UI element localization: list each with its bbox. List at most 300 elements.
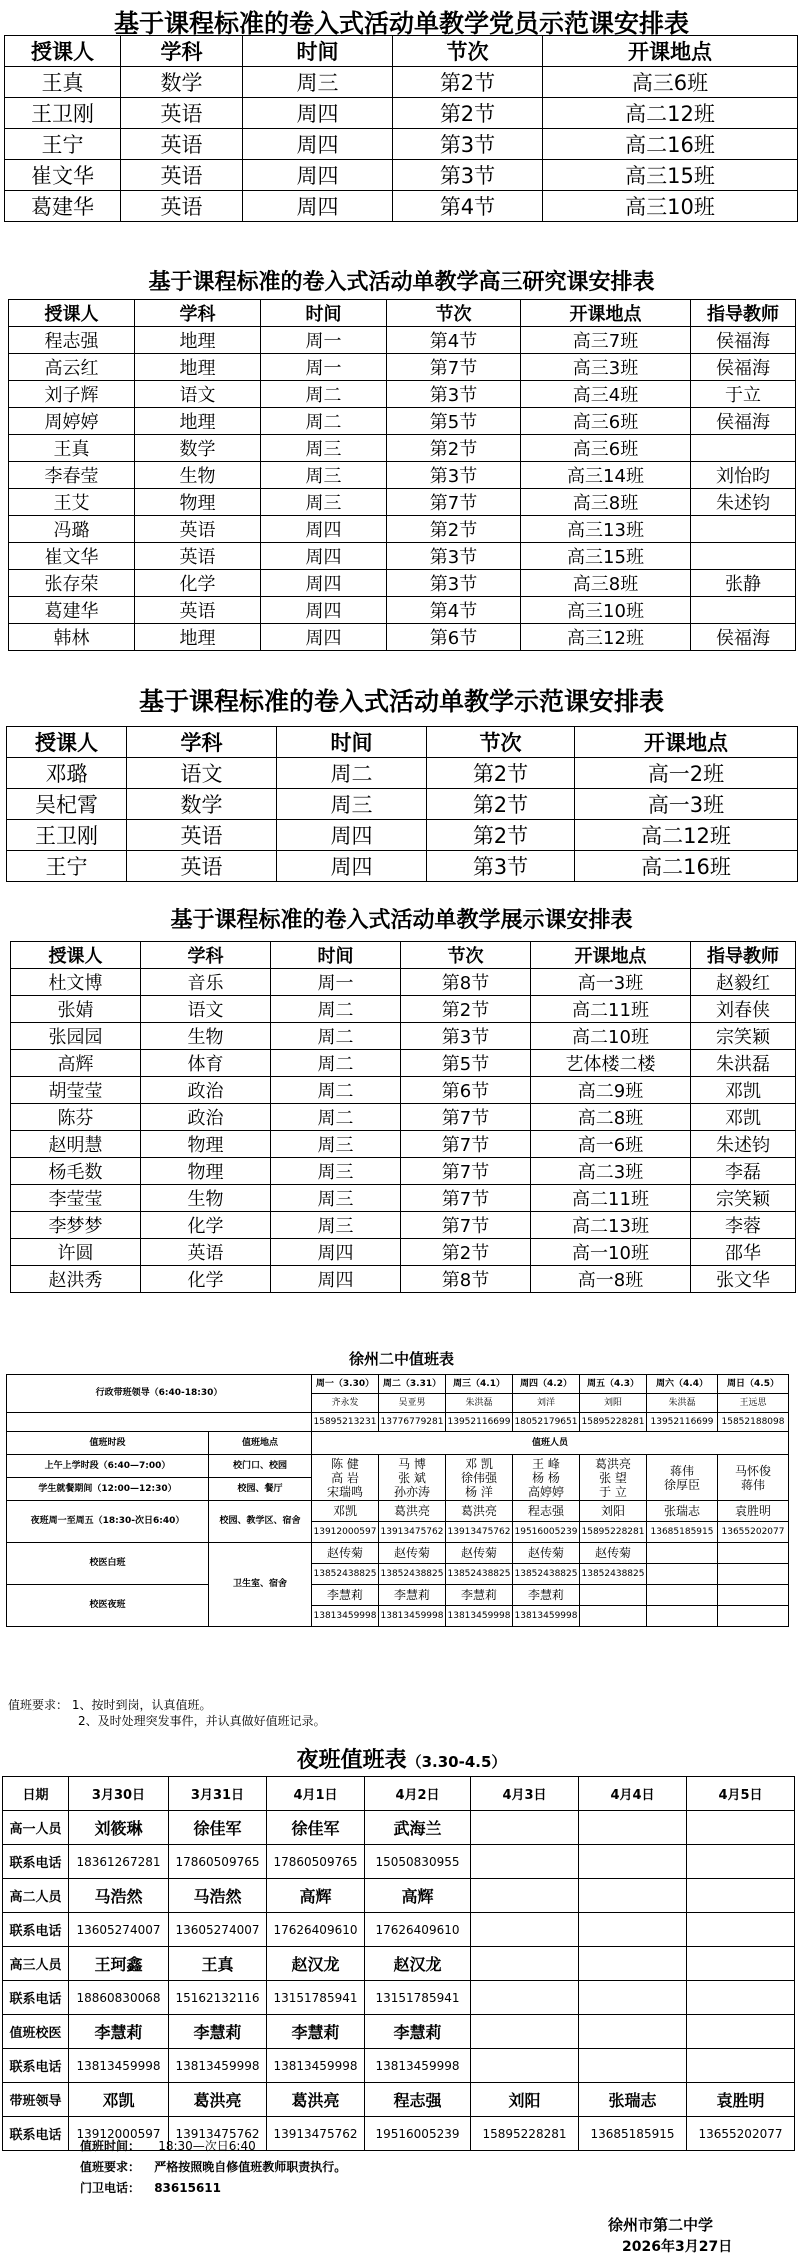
table-cell [687, 2015, 795, 2049]
table-cell: 王宁 [5, 129, 121, 160]
table-row [11, 1158, 796, 1185]
col-header: 学科 [141, 942, 271, 969]
table-cell: 陈芬 [11, 1104, 141, 1131]
table-cell: 徐佳军 [169, 1811, 267, 1845]
col-header: 授课人 [7, 727, 127, 758]
table-cell: 高三10班 [543, 191, 798, 222]
table-cell: 第3节 [387, 381, 521, 408]
table-cell: 王宁 [7, 851, 127, 882]
table-cell: 数学 [121, 67, 243, 98]
table-cell: 周四 [277, 851, 427, 882]
table-row [7, 851, 798, 882]
table-cell: 周婷婷 [9, 408, 135, 435]
table-cell: 17860509765 [169, 1845, 267, 1879]
table-cell: 高一3班 [531, 969, 691, 996]
table-cell: 高三13班 [521, 516, 691, 543]
table-cell: 第2节 [387, 516, 521, 543]
table-row [9, 408, 796, 435]
staff-name: 宋瑞鸣 [326, 1484, 363, 1499]
table-cell [579, 2015, 687, 2049]
table-row [3, 1981, 795, 2015]
table-cell: 高三6班 [521, 408, 691, 435]
leader-name: 朱洪磊 [446, 1394, 513, 1413]
row-label: 高三人员 [3, 1947, 69, 1981]
table-cell: 周四 [271, 1266, 401, 1293]
table-row [5, 160, 798, 191]
doctor-phone: 13813459998 [312, 1606, 379, 1627]
col-header: 时间 [243, 36, 393, 67]
table-cell: 周四 [243, 160, 393, 191]
leader-name: 王远思 [718, 1394, 789, 1413]
table-cell: 王珂鑫 [69, 1947, 169, 1981]
staff-name: 徐厚臣 [663, 1477, 700, 1492]
table-cell: 于立 [691, 381, 796, 408]
night-staff: 张瑞志 [647, 1501, 718, 1522]
table-cell: 15895228281 [471, 2117, 579, 2151]
table-cell [579, 1947, 687, 1981]
col-header: 指导教师 [691, 942, 796, 969]
table-cell: 王卫刚 [7, 820, 127, 851]
table-row [11, 1239, 796, 1266]
night-subtitle: （3.30-4.5） [406, 1753, 507, 1771]
table-cell: 13813459998 [169, 2049, 267, 2083]
table-cell: 周三 [277, 789, 427, 820]
doctor-phone: 13813459998 [513, 1606, 580, 1627]
col-header: 开课地点 [575, 727, 798, 758]
table-cell: 政治 [141, 1077, 271, 1104]
table4-title: 基于课程标准的卷入式活动单教学展示课安排表 [170, 908, 633, 933]
table-cell: 周二 [261, 408, 387, 435]
table-cell: 朱洪磊 [691, 1050, 796, 1077]
table-header-row [3, 1777, 795, 1811]
col-header: 指导教师 [691, 300, 796, 327]
table-cell [471, 2015, 579, 2049]
table-cell: 第7节 [401, 1212, 531, 1239]
table-cell [579, 1913, 687, 1947]
table-cell: 侯福海 [691, 624, 796, 651]
table-cell: 数学 [135, 435, 261, 462]
table-cell: 物理 [135, 489, 261, 516]
night-staff: 刘阳 [580, 1501, 647, 1522]
table-cell: 第2节 [427, 789, 575, 820]
place-cell: 校园、餐厅 [209, 1478, 312, 1501]
table-cell: 邓凯 [69, 2083, 169, 2117]
table-cell: 高二8班 [531, 1104, 691, 1131]
table-cell: 周二 [271, 1023, 401, 1050]
staff-name: 王 峰 [532, 1456, 560, 1471]
table-cell: 周四 [261, 624, 387, 651]
empty-cell [718, 1564, 789, 1585]
col-header: 开课地点 [543, 36, 798, 67]
table-cell: 周四 [243, 98, 393, 129]
table-cell: 周四 [271, 1239, 401, 1266]
row-label: 值班校医 [3, 2015, 69, 2049]
duty-note-2: 2、及时处理突发事件，并认真做好值班记录。 [78, 1714, 326, 1728]
table-cell: 周三 [271, 1212, 401, 1239]
empty-cell [647, 1606, 718, 1627]
table-cell: 朱述钧 [691, 1131, 796, 1158]
table-cell: 第4节 [393, 191, 543, 222]
table-cell: 高二16班 [543, 129, 798, 160]
table-cell: 15162132116 [169, 1981, 267, 2015]
col-header: 3月31日 [169, 1777, 267, 1811]
table-cell: 高三12班 [521, 624, 691, 651]
table-row [11, 996, 796, 1023]
table-cell: 赵汉龙 [267, 1947, 365, 1981]
doctor-name: 赵传菊 [312, 1543, 379, 1564]
table-cell: 程志强 [9, 327, 135, 354]
table-cell: 第5节 [401, 1050, 531, 1077]
col-header: 节次 [401, 942, 531, 969]
table-cell: 高辉 [365, 1879, 471, 1913]
table-cell [471, 1811, 579, 1845]
table-cell: 第7节 [401, 1104, 531, 1131]
table-cell: 英语 [121, 160, 243, 191]
row-label: 带班领导 [3, 2083, 69, 2117]
table-cell: 宗笑颖 [691, 1023, 796, 1050]
staff-name: 马怀俊 [734, 1463, 771, 1478]
table-cell: 英语 [135, 597, 261, 624]
table-cell: 13813459998 [365, 2049, 471, 2083]
table-cell: 13813459998 [69, 2049, 169, 2083]
doctor-phone: 13813459998 [446, 1606, 513, 1627]
table-cell: 张园园 [11, 1023, 141, 1050]
table-cell [579, 1811, 687, 1845]
table-cell: 周三 [261, 489, 387, 516]
col-header: 节次 [393, 36, 543, 67]
table-cell: 崔文华 [9, 543, 135, 570]
table-cell: 18361267281 [69, 1845, 169, 1879]
staff-cell [312, 1455, 379, 1501]
row-label: 高二人员 [3, 1879, 69, 1913]
day-cell: 周六（4.4） [647, 1375, 718, 1394]
table-row [11, 1077, 796, 1104]
table-cell: 周三 [271, 1158, 401, 1185]
table-cell: 13655202077 [687, 2117, 795, 2151]
doctor-phone: 13852438825 [580, 1564, 647, 1585]
table-cell: 葛建华 [5, 191, 121, 222]
table-cell [687, 1879, 795, 1913]
empty-cell [7, 1413, 312, 1432]
leader-phone: 18052179651 [513, 1413, 580, 1432]
col-header: 日期 [3, 1777, 69, 1811]
table-cell: 19516005239 [365, 2117, 471, 2151]
table-cell: 周二 [271, 1077, 401, 1104]
table-cell: 张静 [691, 570, 796, 597]
empty-cell [718, 1543, 789, 1564]
staff-cell [580, 1455, 647, 1501]
demo-lesson-table [6, 726, 798, 882]
col-header: 4月3日 [471, 1777, 579, 1811]
doctor-phone: 13852438825 [379, 1564, 446, 1585]
col-header: 授课人 [9, 300, 135, 327]
table-row [11, 1266, 796, 1293]
place-cell: 卫生室、宿舍 [209, 1543, 312, 1627]
table-cell: 赵洪秀 [11, 1266, 141, 1293]
table-cell: 高二10班 [531, 1023, 691, 1050]
col-header: 4月2日 [365, 1777, 471, 1811]
footer-req-label: 值班要求： [80, 2160, 141, 2174]
table-cell: 第7节 [387, 489, 521, 516]
row-label: 联系电话 [3, 1981, 69, 2015]
leader-phone: 13952116699 [446, 1413, 513, 1432]
table-cell: 邓凯 [691, 1104, 796, 1131]
table-cell: 高云红 [9, 354, 135, 381]
day-cell: 周日（4.5） [718, 1375, 789, 1394]
empty-cell [580, 1585, 647, 1606]
footer-phone-label: 门卫电话： [80, 2181, 141, 2195]
table-cell: 音乐 [141, 969, 271, 996]
table-cell [691, 543, 796, 570]
doctor-phone: 13852438825 [446, 1564, 513, 1585]
table-cell: 高一8班 [531, 1266, 691, 1293]
table-cell: 侯福海 [691, 408, 796, 435]
table-cell: 英语 [121, 191, 243, 222]
table-cell: 地理 [135, 327, 261, 354]
table-cell: 第3节 [427, 851, 575, 882]
empty-cell [647, 1585, 718, 1606]
table-cell: 第3节 [387, 462, 521, 489]
table-cell [579, 1845, 687, 1879]
staff-name: 蒋伟 [740, 1477, 765, 1492]
table-row [11, 1104, 796, 1131]
col-header: 学科 [121, 36, 243, 67]
showcase-lesson-table [10, 941, 796, 1293]
staff-name: 张 斌 [398, 1470, 426, 1485]
table-row [3, 2049, 795, 2083]
table-cell: 周三 [261, 435, 387, 462]
staff-cell [513, 1455, 580, 1501]
table-cell: 高一6班 [531, 1131, 691, 1158]
table-cell: 程志强 [365, 2083, 471, 2117]
table-cell: 宗笑颖 [691, 1185, 796, 1212]
staff-name: 高婷婷 [527, 1484, 564, 1499]
period-label: 值班时段 [7, 1432, 209, 1455]
table-cell: 李慧莉 [69, 2015, 169, 2049]
table-cell: 周二 [271, 1104, 401, 1131]
table-cell: 地理 [135, 354, 261, 381]
table-cell: 高三15班 [521, 543, 691, 570]
table-cell: 周四 [243, 191, 393, 222]
table-cell: 语文 [141, 996, 271, 1023]
table-cell [691, 435, 796, 462]
doctor-name: 李慧莉 [379, 1585, 446, 1606]
table-row [3, 1947, 795, 1981]
period-cell: 校医夜班 [7, 1585, 209, 1627]
table-cell: 周二 [277, 758, 427, 789]
doctor-name: 赵传菊 [580, 1543, 647, 1564]
table-cell: 第5节 [387, 408, 521, 435]
table-cell: 第6节 [401, 1077, 531, 1104]
table-cell: 李慧莉 [169, 2015, 267, 2049]
table-cell: 刘阳 [471, 2083, 579, 2117]
footer-req-value: 严格按照晚自修值班教师职责执行。 [154, 2160, 347, 2174]
place-cell: 校园、教学区、宿舍 [209, 1501, 312, 1543]
table-cell [579, 1981, 687, 2015]
staff-name: 高 岩 [331, 1470, 359, 1485]
staff-name: 葛洪亮 [594, 1456, 631, 1471]
doctor-phone: 13813459998 [379, 1606, 446, 1627]
table-cell: 第2节 [427, 820, 575, 851]
senior-research-table [8, 299, 796, 651]
table-row [9, 597, 796, 624]
table-header-row [11, 942, 796, 969]
row-label: 高一人员 [3, 1811, 69, 1845]
table-cell [471, 1981, 579, 2015]
table-row [9, 354, 796, 381]
staff-cell [446, 1455, 513, 1501]
staff-cell [647, 1455, 718, 1501]
table-cell: 语文 [127, 758, 277, 789]
table-cell: 高三14班 [521, 462, 691, 489]
table-cell: 13605274007 [69, 1913, 169, 1947]
night-phone: 13913475762 [379, 1522, 446, 1543]
table-cell [471, 2049, 579, 2083]
table-cell [471, 1879, 579, 1913]
doctor-phone: 13852438825 [513, 1564, 580, 1585]
table-cell: 周三 [271, 1131, 401, 1158]
leader-name: 齐永发 [312, 1394, 379, 1413]
day-cell: 周五（4.3） [580, 1375, 647, 1394]
duty-doctor-day-row [7, 1543, 789, 1564]
table-cell: 周四 [261, 597, 387, 624]
table-cell: 地理 [135, 408, 261, 435]
doctor-name: 赵传菊 [379, 1543, 446, 1564]
table-cell: 第8节 [401, 1266, 531, 1293]
leader-phone: 13776779281 [379, 1413, 446, 1432]
table-cell: 高一2班 [575, 758, 798, 789]
table-cell: 13912000597 [69, 2117, 169, 2151]
table-cell: 第7节 [387, 354, 521, 381]
col-header: 4月1日 [267, 1777, 365, 1811]
leader-phone: 15895213231 [312, 1413, 379, 1432]
table-cell: 马浩然 [169, 1879, 267, 1913]
table-cell: 高三8班 [521, 489, 691, 516]
table-cell: 周三 [271, 1185, 401, 1212]
table-cell: 18860830068 [69, 1981, 169, 2015]
table1-title: 基于课程标准的卷入式活动单教学党员示范课安排表 [113, 9, 689, 38]
col-header: 4月5日 [687, 1777, 795, 1811]
table-cell: 李磊 [691, 1158, 796, 1185]
doctor-name: 李慧莉 [446, 1585, 513, 1606]
day-cell: 周二（3.31） [379, 1375, 446, 1394]
empty-cell [580, 1606, 647, 1627]
doctor-name: 李慧莉 [312, 1585, 379, 1606]
table-cell: 周四 [261, 516, 387, 543]
table-cell: 高二11班 [531, 996, 691, 1023]
table-cell: 邓凯 [691, 1077, 796, 1104]
table-cell: 英语 [127, 851, 277, 882]
table-cell: 高三15班 [543, 160, 798, 191]
table-cell: 高辉 [267, 1879, 365, 1913]
table-cell: 第6节 [387, 624, 521, 651]
staff-name: 陈 健 [331, 1456, 359, 1471]
empty-cell [647, 1564, 718, 1585]
leader-name: 刘阳 [580, 1394, 647, 1413]
table-row [9, 624, 796, 651]
table-cell: 第8节 [401, 969, 531, 996]
table-cell: 体育 [141, 1050, 271, 1077]
table-cell: 王卫刚 [5, 98, 121, 129]
col-header: 时间 [261, 300, 387, 327]
place-label: 值班地点 [209, 1432, 312, 1455]
table-cell: 邵华 [691, 1239, 796, 1266]
day-cell: 周一（3.30） [312, 1375, 379, 1394]
table-row [3, 1845, 795, 1879]
col-header: 学科 [127, 727, 277, 758]
row-label: 联系电话 [3, 1913, 69, 1947]
table-cell: 周一 [261, 327, 387, 354]
doctor-name: 李慧莉 [513, 1585, 580, 1606]
table-cell [691, 597, 796, 624]
table-row [9, 543, 796, 570]
table-cell: 第2节 [401, 996, 531, 1023]
staff-name: 马 博 [398, 1456, 426, 1471]
staff-name: 孙亦涛 [393, 1484, 430, 1499]
col-header: 授课人 [11, 942, 141, 969]
table-cell [687, 1947, 795, 1981]
table-cell: 刘子辉 [9, 381, 135, 408]
table-cell: 邓璐 [7, 758, 127, 789]
night-staff: 葛洪亮 [446, 1501, 513, 1522]
night-staff: 葛洪亮 [379, 1501, 446, 1522]
table-cell [471, 1913, 579, 1947]
duty-leader-phone-row [7, 1413, 789, 1432]
table-row [7, 789, 798, 820]
table-row [11, 1131, 796, 1158]
night-duty-table [2, 1776, 795, 2151]
table-header-row [5, 36, 798, 67]
table-cell: 17626409610 [365, 1913, 471, 1947]
table-cell: 高三4班 [521, 381, 691, 408]
night-phone: 13685185915 [647, 1522, 718, 1543]
table-cell: 李春莹 [9, 462, 135, 489]
col-header: 时间 [277, 727, 427, 758]
table-cell: 生物 [141, 1023, 271, 1050]
table-cell: 数学 [127, 789, 277, 820]
table-cell: 王艾 [9, 489, 135, 516]
table-cell: 周一 [271, 969, 401, 996]
night-staff: 邓凯 [312, 1501, 379, 1522]
table-cell: 17626409610 [267, 1913, 365, 1947]
staff-label: 值班人员 [312, 1432, 789, 1455]
table-cell: 第2节 [401, 1239, 531, 1266]
col-header: 3月30日 [69, 1777, 169, 1811]
col-header: 时间 [271, 942, 401, 969]
table-cell: 13151785941 [267, 1981, 365, 2015]
table-cell: 高二12班 [575, 820, 798, 851]
table-cell: 袁胜明 [687, 2083, 795, 2117]
table-cell: 周一 [261, 354, 387, 381]
night-phone: 15895228281 [580, 1522, 647, 1543]
table3-title: 基于课程标准的卷入式活动单教学示范课安排表 [138, 687, 664, 716]
table-cell: 高三6班 [521, 435, 691, 462]
col-header: 开课地点 [521, 300, 691, 327]
table-cell: 化学 [135, 570, 261, 597]
table-cell: 第3节 [393, 160, 543, 191]
place-cell: 校门口、校园 [209, 1455, 312, 1478]
staff-name: 于 立 [599, 1484, 627, 1499]
table-cell: 高三3班 [521, 354, 691, 381]
empty-cell [718, 1606, 789, 1627]
table-cell: 生物 [141, 1185, 271, 1212]
table-cell: 英语 [127, 820, 277, 851]
day-cell: 周三（4.1） [446, 1375, 513, 1394]
table-cell: 英语 [121, 98, 243, 129]
table-cell: 胡莹莹 [11, 1077, 141, 1104]
party-demo-table [4, 35, 798, 222]
table-row [9, 327, 796, 354]
